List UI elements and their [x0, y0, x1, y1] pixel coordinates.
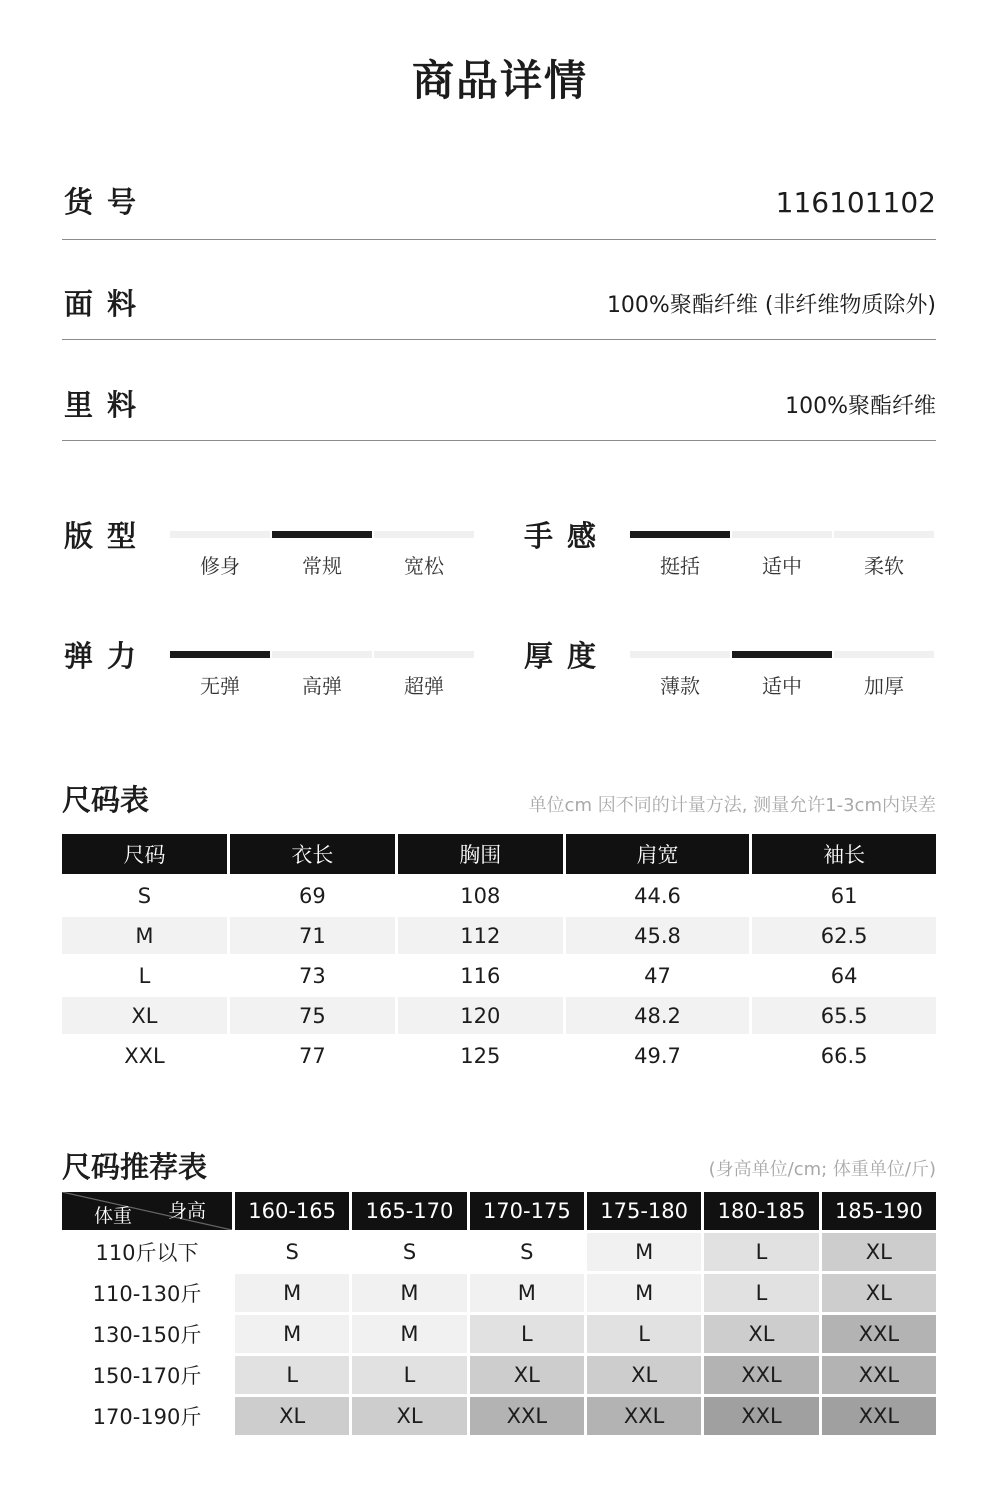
table-cell: 112 [398, 917, 563, 954]
attribute-fit [62, 514, 472, 594]
table-cell: 47 [644, 963, 671, 988]
recommend-title: 尺码推荐表 [62, 1150, 208, 1184]
scale-segment [834, 531, 934, 538]
info-row-lining [62, 339, 936, 441]
table-cell: S [137, 883, 152, 908]
scale-option-label: 挺括 [660, 554, 700, 578]
recommend-size-cell: XL [704, 1315, 818, 1353]
attribute-label: 手感 [524, 519, 611, 553]
table-row [62, 1037, 936, 1074]
table-cell: 73 [298, 963, 326, 988]
table-row [62, 997, 936, 1034]
recommend-size-cell: XXL [470, 1397, 584, 1435]
info-value: 100%聚酯纤维 [785, 394, 936, 419]
recommend-size-cell: XL [587, 1356, 701, 1394]
recommend-weight-label: 130-150斤 [62, 1315, 232, 1353]
table-cell: 65.5 [752, 997, 936, 1034]
attribute-label: 厚度 [524, 639, 611, 673]
recommend-size-cell: XXL [822, 1315, 936, 1353]
diagonal-divider [62, 1192, 232, 1230]
recommend-size-cell: XL [235, 1397, 349, 1435]
table-cell: 75 [230, 997, 395, 1034]
recommend-size-cell: XXL [587, 1397, 701, 1435]
recommend-note: (身高单位/cm; 体重单位/斤) [708, 1159, 936, 1180]
recommend-height-header: 170-175 [470, 1192, 584, 1230]
size-chart-title: 尺码表 [62, 783, 150, 817]
info-value: 116101102 [775, 186, 936, 219]
recommend-size-cell: XXL [704, 1397, 818, 1435]
table-cell: 45.8 [566, 917, 750, 954]
recommend-size-cell: S [470, 1233, 584, 1271]
scale-option-label: 无弹 [200, 674, 240, 698]
table-cell: 77 [298, 1043, 326, 1068]
scale-segment-selected [732, 651, 832, 658]
table-cell: L [138, 963, 151, 988]
recommend-size-cell: XL [352, 1397, 466, 1435]
recommend-weight-label: 170-190斤 [62, 1397, 232, 1435]
table-row [62, 1356, 936, 1394]
scale-option-label: 修身 [200, 554, 240, 578]
scale-option-label: 超弹 [404, 674, 444, 698]
scale-option-label: 常规 [302, 554, 342, 578]
recommend-size-cell: L [235, 1356, 349, 1394]
corner-weight-label: 体重 [94, 1205, 133, 1227]
scale-segment [374, 651, 474, 658]
attribute-elasticity [62, 634, 472, 714]
scale-segment [272, 651, 372, 658]
corner-height-label: 身高 [167, 1200, 206, 1222]
table-cell: M [62, 917, 227, 954]
scale-option-label: 宽松 [404, 554, 444, 578]
attribute-hand-feel [522, 514, 932, 594]
table-cell: 62.5 [752, 917, 936, 954]
size-chart-table [59, 831, 939, 1077]
info-label: 面料 [64, 287, 151, 321]
scale-option-label: 适中 [762, 674, 802, 698]
table-row [62, 957, 936, 994]
scale-segment [630, 651, 730, 658]
recommend-size-cell: XXL [822, 1356, 936, 1394]
table-cell: 69 [298, 883, 326, 908]
recommend-size-cell: M [235, 1274, 349, 1312]
recommend-size-cell: XL [822, 1233, 936, 1271]
recommend-height-header: 160-165 [235, 1192, 349, 1230]
recommend-size-cell: M [352, 1315, 466, 1353]
scale-segment [732, 531, 832, 538]
recommend-size-cell: M [587, 1233, 701, 1271]
table-cell: 61 [830, 883, 858, 908]
scale-segment-selected [630, 531, 730, 538]
table-cell: XXL [124, 1043, 165, 1068]
scale-option-label: 薄款 [660, 674, 700, 698]
recommend-corner-header [62, 1192, 232, 1230]
table-row [62, 877, 936, 914]
table-row [62, 1274, 936, 1312]
recommend-size-cell: S [235, 1233, 349, 1271]
scale-segment [834, 651, 934, 658]
table-cell: 44.6 [634, 883, 681, 908]
size-chart-header: 袖长 [752, 834, 936, 874]
recommend-size-cell: S [352, 1233, 466, 1271]
table-row [62, 1233, 936, 1271]
recommend-size-cell: L [587, 1315, 701, 1353]
table-cell: 66.5 [820, 1043, 868, 1068]
scale-segment [170, 531, 270, 538]
scale-segment-selected [170, 651, 270, 658]
table-cell: 116 [460, 963, 501, 988]
attribute-label: 弹力 [64, 639, 151, 673]
recommend-weight-label: 110-130斤 [62, 1274, 232, 1312]
size-chart-header: 衣长 [230, 834, 395, 874]
scale-option-label: 适中 [762, 554, 802, 578]
recommend-size-cell: L [470, 1315, 584, 1353]
size-chart-header: 尺码 [62, 834, 227, 874]
table-row [62, 1315, 936, 1353]
recommend-size-cell: XL [822, 1274, 936, 1312]
recommend-height-header: 165-170 [352, 1192, 466, 1230]
recommend-size-cell: XXL [822, 1397, 936, 1435]
scale-option-label: 高弹 [302, 674, 342, 698]
table-cell: 108 [460, 883, 501, 908]
table-cell: 48.2 [566, 997, 750, 1034]
scale-option-label: 柔软 [864, 554, 904, 578]
recommend-height-header: 180-185 [704, 1192, 818, 1230]
recommend-size-cell: L [704, 1274, 818, 1312]
recommend-size-cell: M [587, 1274, 701, 1312]
table-row [62, 1397, 936, 1435]
recommend-size-cell: XL [470, 1356, 584, 1394]
recommend-size-cell: M [235, 1315, 349, 1353]
size-chart-header: 胸围 [398, 834, 563, 874]
recommend-size-cell: L [704, 1233, 818, 1271]
info-row-item-number [62, 138, 936, 240]
recommend-height-header: 185-190 [822, 1192, 936, 1230]
table-cell: 71 [230, 917, 395, 954]
info-label: 货号 [64, 185, 151, 219]
recommend-size-cell: M [352, 1274, 466, 1312]
table-cell: XL [62, 997, 227, 1034]
recommend-size-cell: XXL [704, 1356, 818, 1394]
table-row [62, 917, 936, 954]
table-cell: 125 [460, 1043, 501, 1068]
table-cell: 49.7 [634, 1043, 681, 1068]
table-cell: 64 [830, 963, 858, 988]
size-chart-note: 单位cm 因不同的计量方法, 测量允许1-3cm内误差 [528, 795, 936, 816]
scale-segment-selected [272, 531, 372, 538]
info-row-fabric [62, 238, 936, 340]
recommend-weight-label: 110斤以下 [62, 1233, 232, 1271]
recommend-size-cell: L [352, 1356, 466, 1394]
attribute-thickness [522, 634, 932, 714]
page-title: 商品详情 [411, 56, 588, 105]
info-label: 里料 [64, 388, 151, 422]
attribute-label: 版型 [64, 519, 151, 553]
size-chart-header: 肩宽 [566, 834, 750, 874]
info-value: 100%聚酯纤维 (非纤维物质除外) [606, 293, 936, 318]
recommend-height-header: 175-180 [587, 1192, 701, 1230]
recommend-weight-label: 150-170斤 [62, 1356, 232, 1394]
table-cell: 120 [398, 997, 563, 1034]
recommend-size-cell: M [470, 1274, 584, 1312]
scale-option-label: 加厚 [864, 674, 904, 698]
scale-segment [374, 531, 474, 538]
recommend-table [59, 1189, 939, 1438]
